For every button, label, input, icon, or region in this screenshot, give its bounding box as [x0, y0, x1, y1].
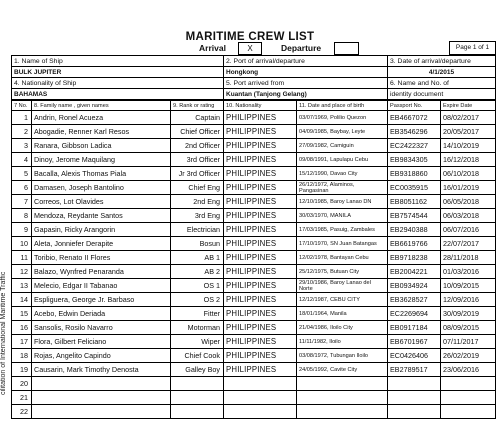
crew-birth: 30/03/1970, MANILA — [297, 209, 388, 223]
crew-number: 6 — [12, 181, 32, 195]
crew-birth: 24/05/1992, Cavite City — [297, 363, 388, 377]
document-title: MARITIME CREW LIST — [185, 31, 315, 43]
crew-passport: EB7574544 — [388, 209, 441, 223]
crew-expire: 08/02/2017 — [441, 111, 496, 125]
crew-nationality: PHILIPPINES — [224, 363, 297, 377]
crew-birth: 12/02/1978, Bantayan Cebu — [297, 251, 388, 265]
crew-expire — [441, 391, 496, 405]
crew-number: 3 — [12, 139, 32, 153]
table-row — [12, 111, 496, 125]
col-header-no: 7 No. — [12, 101, 32, 111]
crew-nationality: PHILIPPINES — [224, 237, 297, 251]
table-row — [12, 195, 496, 209]
col-header-rank: 9. Rank or rating — [171, 101, 224, 111]
crew-passport: EB6701967 — [388, 335, 441, 349]
crew-name: Toribio, Renato II Flores — [32, 251, 171, 265]
crew-name: Bacalla, Alexis Thomas Piala — [32, 167, 171, 181]
crew-name: Gapasin, Ricky Arangorin — [32, 223, 171, 237]
crew-birth: 17/03/1985, Pasuig, Zambales — [297, 223, 388, 237]
crew-rank — [171, 391, 224, 405]
crew-passport: EB0917184 — [388, 321, 441, 335]
crew-birth: 25/12/1975, Butuan City — [297, 265, 388, 279]
nationality-label: 4. Nationality of Ship — [12, 78, 224, 89]
crew-birth — [297, 391, 388, 405]
crew-rank: Galley Boy — [171, 363, 224, 377]
crew-name: Andrin, Ronel Acueza — [32, 111, 171, 125]
crew-nationality: PHILIPPINES — [224, 111, 297, 125]
ship-name-label: 1. Name of Ship — [12, 56, 224, 67]
crew-expire: 06/07/2016 — [441, 223, 496, 237]
port-label: 2. Port of arrival/departure — [224, 56, 388, 67]
crew-expire: 06/10/2018 — [441, 167, 496, 181]
crew-expire: 06/03/2018 — [441, 209, 496, 223]
crew-expire: 16/12/2018 — [441, 153, 496, 167]
crew-passport: EC0426406 — [388, 349, 441, 363]
crew-nationality: PHILIPPINES — [224, 209, 297, 223]
crew-number: 13 — [12, 279, 32, 293]
crew-rank: 2nd Officer — [171, 139, 224, 153]
crew-expire: 10/09/2015 — [441, 279, 496, 293]
crew-rank: 2nd Eng — [171, 195, 224, 209]
crew-birth: 18/01/1964, Manila — [297, 307, 388, 321]
crew-rank: Captain — [171, 111, 224, 125]
crew-number: 2 — [12, 125, 32, 139]
table-row — [12, 349, 496, 363]
crew-passport — [388, 391, 441, 405]
crew-passport: EB2940388 — [388, 223, 441, 237]
crew-number: 19 — [12, 363, 32, 377]
table-row — [12, 293, 496, 307]
crew-passport: EC0035915 — [388, 181, 441, 195]
crew-birth: 03/07/1969, Polilio Quezon — [297, 111, 388, 125]
col-header-name: 8. Family name , given names — [32, 101, 171, 111]
crew-rank: AB 1 — [171, 251, 224, 265]
crew-nationality: PHILIPPINES — [224, 335, 297, 349]
crew-expire: 01/03/2016 — [441, 265, 496, 279]
crew-expire: 28/11/2018 — [441, 251, 496, 265]
crew-number: 1 — [12, 111, 32, 125]
crew-passport — [388, 377, 441, 391]
crew-expire: 06/05/2018 — [441, 195, 496, 209]
crew-expire: 23/06/2016 — [441, 363, 496, 377]
crew-expire — [441, 377, 496, 391]
table-row — [12, 237, 496, 251]
crew-name: Aleta, Jonniefer Derapite — [32, 237, 171, 251]
crew-nationality — [224, 377, 297, 391]
crew-rank: OS 2 — [171, 293, 224, 307]
crew-name — [32, 405, 171, 419]
crew-name: Rojas, Angelito Capindo — [32, 349, 171, 363]
crew-number: 4 — [12, 153, 32, 167]
crew-name: Flora, Gilbert Feliciano — [32, 335, 171, 349]
table-row — [12, 363, 496, 377]
crew-name: Melecio, Edgar II Tabanao — [32, 279, 171, 293]
col-header-passport: Passport No. — [388, 101, 441, 111]
port-value: Hongkong — [224, 67, 388, 78]
table-row — [12, 335, 496, 349]
crew-passport: EB6619766 — [388, 237, 441, 251]
crew-name: Balazo, Wynfred Penaranda — [32, 265, 171, 279]
crew-nationality: PHILIPPINES — [224, 167, 297, 181]
crew-passport: EB2004221 — [388, 265, 441, 279]
crew-number: 15 — [12, 307, 32, 321]
crew-name: Espliguera, George Jr. Barbaso — [32, 293, 171, 307]
crew-passport: EB3546296 — [388, 125, 441, 139]
crew-birth — [297, 377, 388, 391]
arrived-from-value: Kuantan (Tanjong Gelang) — [224, 89, 388, 100]
crew-nationality: PHILIPPINES — [224, 195, 297, 209]
side-margin-text: cilitation of International Maritime Traffic — [0, 271, 7, 395]
crew-number: 9 — [12, 223, 32, 237]
crew-expire: 16/01/2019 — [441, 181, 496, 195]
crew-number: 20 — [12, 377, 32, 391]
crew-number: 21 — [12, 391, 32, 405]
crew-rank: 3rd Officer — [171, 153, 224, 167]
table-row — [12, 223, 496, 237]
table-row — [12, 153, 496, 167]
crew-rank: Bosun — [171, 237, 224, 251]
crew-birth: 26/12/1972, Alaminos, Pangasinan — [297, 181, 388, 195]
departure-label: Departure — [281, 43, 322, 53]
date-label: 3. Date of arrival/departure — [388, 56, 496, 67]
col-header-expire: Expire Date — [441, 101, 496, 111]
table-row — [12, 139, 496, 153]
crew-list-form — [11, 41, 495, 419]
crew-nationality: PHILIPPINES — [224, 321, 297, 335]
crew-nationality: PHILIPPINES — [224, 153, 297, 167]
crew-nationality: PHILIPPINES — [224, 307, 297, 321]
crew-number: 16 — [12, 321, 32, 335]
crew-name: Acebo, Edwin Deriada — [32, 307, 171, 321]
crew-expire: 14/10/2019 — [441, 139, 496, 153]
crew-name: Causarin, Mark Timothy Denosta — [32, 363, 171, 377]
crew-number: 7 — [12, 195, 32, 209]
col-header-birth: 11. Date and place of birth — [297, 101, 388, 111]
crew-passport: EB9718238 — [388, 251, 441, 265]
crew-rank: Electrician — [171, 223, 224, 237]
crew-rank: Chief Cook — [171, 349, 224, 363]
page-indicator: Page 1 of 1 — [449, 41, 496, 55]
crew-rank — [171, 377, 224, 391]
crew-rank: 3rd Eng — [171, 209, 224, 223]
crew-birth — [297, 405, 388, 419]
table-row — [12, 377, 496, 391]
crew-number: 18 — [12, 349, 32, 363]
crew-number: 8 — [12, 209, 32, 223]
crew-name: Dinoy, Jerome Maquilang — [32, 153, 171, 167]
crew-passport: EC2422327 — [388, 139, 441, 153]
crew-birth: 17/10/1970, SN Juan Batangas — [297, 237, 388, 251]
crew-birth: 09/08/1991, Lapulapu Cebu — [297, 153, 388, 167]
crew-name: Mendoza, Reydante Santos — [32, 209, 171, 223]
crew-expire: 20/05/2017 — [441, 125, 496, 139]
table-row — [12, 125, 496, 139]
crew-nationality: PHILIPPINES — [224, 279, 297, 293]
crew-number: 12 — [12, 265, 32, 279]
crew-nationality: PHILIPPINES — [224, 265, 297, 279]
crew-passport: EB4667072 — [388, 111, 441, 125]
crew-name: Correos, Lot Olavides — [32, 195, 171, 209]
table-row — [12, 279, 496, 293]
crew-birth: 27/09/1982, Camiguin — [297, 139, 388, 153]
crew-birth: 29/10/1986, Baroy Lanao del Norte — [297, 279, 388, 293]
table-row — [12, 321, 496, 335]
crew-passport: EB8051162 — [388, 195, 441, 209]
table-row — [12, 391, 496, 405]
crew-expire: 30/09/2019 — [441, 307, 496, 321]
arrival-label: Arrival — [199, 43, 226, 53]
crew-passport — [388, 405, 441, 419]
nationality-value: BAHAMAS — [12, 89, 224, 100]
crew-birth: 12/12/1987, CEBU CITY — [297, 293, 388, 307]
table-row — [12, 405, 496, 419]
column-header-row — [12, 101, 496, 111]
crew-expire: 22/07/2017 — [441, 237, 496, 251]
crew-number: 5 — [12, 167, 32, 181]
crew-number: 14 — [12, 293, 32, 307]
crew-name: Ranara, Gibbson Ladica — [32, 139, 171, 153]
crew-number: 17 — [12, 335, 32, 349]
crew-rank: Chief Officer — [171, 125, 224, 139]
crew-name — [32, 391, 171, 405]
crew-name — [32, 377, 171, 391]
crew-rank: Chief Eng — [171, 181, 224, 195]
crew-rank: OS 1 — [171, 279, 224, 293]
table-row — [12, 251, 496, 265]
date-value: 4/1/2015 — [388, 67, 496, 78]
header-table — [11, 55, 496, 100]
crew-name: Abogadie, Renner Karl Resos — [32, 125, 171, 139]
crew-expire: 12/09/2016 — [441, 293, 496, 307]
crew-passport: EB9318860 — [388, 167, 441, 181]
crew-passport: EC2269694 — [388, 307, 441, 321]
crew-number: 22 — [12, 405, 32, 419]
crew-nationality: PHILIPPINES — [224, 125, 297, 139]
crew-rank: Wiper — [171, 335, 224, 349]
crew-nationality: PHILIPPINES — [224, 293, 297, 307]
table-row — [12, 307, 496, 321]
crew-nationality: PHILIPPINES — [224, 349, 297, 363]
arrived-from-label: 5. Port arrived from — [224, 78, 388, 89]
crew-nationality: PHILIPPINES — [224, 139, 297, 153]
crew-number: 11 — [12, 251, 32, 265]
arrival-checkbox[interactable]: X — [238, 42, 262, 55]
table-row — [12, 265, 496, 279]
departure-checkbox[interactable] — [334, 42, 359, 55]
crew-birth: 15/12/1990, Davao City — [297, 167, 388, 181]
table-row — [12, 209, 496, 223]
crew-rank: AB 2 — [171, 265, 224, 279]
crew-name: Damasen, Joseph Bantolino — [32, 181, 171, 195]
table-row — [12, 167, 496, 181]
ship-name-value: BULK JUPITER — [12, 67, 224, 78]
crew-nationality: PHILIPPINES — [224, 251, 297, 265]
crew-nationality: PHILIPPINES — [224, 181, 297, 195]
crew-birth: 04/09/1985, Baybay, Leyte — [297, 125, 388, 139]
identity-doc-label-2: identity document — [388, 89, 496, 100]
crew-passport: EB0934924 — [388, 279, 441, 293]
table-row — [12, 181, 496, 195]
crew-nationality: PHILIPPINES — [224, 223, 297, 237]
crew-passport: EB3628527 — [388, 293, 441, 307]
crew-rank: Fitter — [171, 307, 224, 321]
crew-nationality — [224, 391, 297, 405]
crew-expire: 08/09/2015 — [441, 321, 496, 335]
crew-expire — [441, 405, 496, 419]
crew-number: 10 — [12, 237, 32, 251]
crew-passport: EB9834305 — [388, 153, 441, 167]
col-header-nationality: 10. Nationality — [224, 101, 297, 111]
crew-table — [11, 100, 496, 419]
crew-birth: 21/04/1986, Iloilo City — [297, 321, 388, 335]
crew-rank — [171, 405, 224, 419]
crew-name: Sansolis, Rosilo Navarro — [32, 321, 171, 335]
crew-expire: 26/02/2019 — [441, 349, 496, 363]
crew-nationality — [224, 405, 297, 419]
identity-doc-label: 6. Name and No. of — [388, 78, 496, 89]
crew-rank: Motorman — [171, 321, 224, 335]
crew-passport: EB2789517 — [388, 363, 441, 377]
crew-birth: 03/08/1972, Tubungan Iloilo — [297, 349, 388, 363]
crew-expire: 07/11/2017 — [441, 335, 496, 349]
crew-birth: 12/10/1985, Baroy Lanao DN — [297, 195, 388, 209]
arrival-departure-line — [11, 41, 495, 55]
crew-rank: Jr 3rd Officer — [171, 167, 224, 181]
crew-birth: 11/11/1982, Iloilo — [297, 335, 388, 349]
